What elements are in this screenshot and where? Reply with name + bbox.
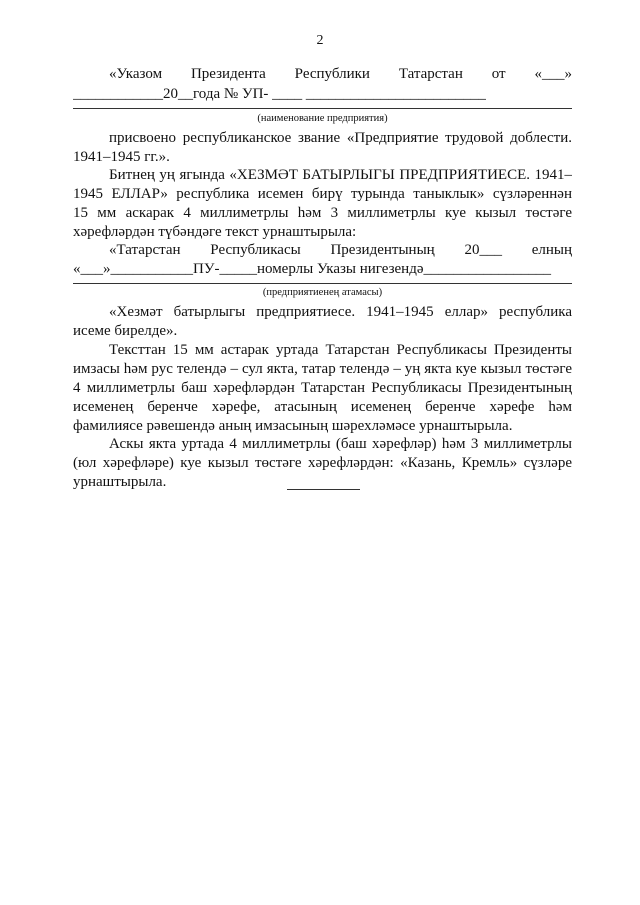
para4-line-2: имзасы һәм рус телендә – сул якта, татар телендә – уң якта куе кызыл төстәге	[73, 361, 572, 377]
title-line-2: 1941–1945 гг.».	[73, 149, 170, 165]
para4-line-3: 4 миллиметрлы баш хәрефләрдән Татарстан Республикасы Президентының	[73, 380, 572, 396]
caption-enterprise-tt: (предприятиенең атамасы)	[262, 287, 383, 298]
para3-line-2: исеме бирелде».	[73, 323, 178, 339]
tat-decree-line-1: «Татарстан Республикасы Президентының 20___ елның	[109, 242, 572, 258]
title-line-1: присвоено республиканское звание «Предприятие трудовой доблести.	[109, 130, 572, 146]
decree-line-2: ____________20__года № УП- ____ ________________________	[73, 86, 486, 102]
para3-line-1: «Хезмәт батырлыгы предприятиесе. 1941–1945 еллар» республика	[109, 304, 572, 320]
decree-line-1: «Указом Президента Республики Татарстан от «___»	[109, 66, 572, 82]
caption-enterprise-ru: (наименование предприятия)	[257, 113, 388, 124]
divider-line	[73, 108, 572, 109]
para2-line-4: хәрефләрдән түбәндәге текст урнаштырыла:	[73, 224, 357, 240]
para5-line-1: Аскы якта уртада 4 миллиметрлы (баш хәрефләр) һәм 3 миллиметрлы	[109, 436, 572, 452]
para5-line-3: урнаштырыла.	[73, 474, 167, 490]
para2-line-2: 1945 ЕЛЛАР» республика исемен бирү турында таныклык» сүзләреннән	[73, 186, 572, 202]
para4-line-4: исеменең беренче хәрефе, атасының исеменең беренче хәрефе һәм	[73, 399, 572, 415]
para2-line-3: 15 мм аскарак 4 миллиметрлы һәм 3 миллиметрлы куе кызыл төстәге	[73, 205, 572, 221]
divider-line	[73, 283, 572, 284]
para5-line-2: (юл хәрефләре) куе кызыл төстәге хәрефләрдән: «Казань, Кремль» сүзләре	[73, 455, 572, 471]
para2-line-1: Битнең уң ягында «ХЕЗМӘТ БАТЫРЛЫГЫ ПРЕДПРИЯТИЕСЕ. 1941–	[109, 167, 572, 183]
tat-decree-line-2: «___»___________ПУ-_____номерлы Указы нигезендә_________________	[73, 261, 551, 277]
para4-line-5: фамилиясе рәвешендә аның имзасының шәрехләмәсе урнаштырыла.	[73, 418, 513, 434]
end-rule	[287, 489, 360, 490]
page-number: 2	[316, 33, 324, 48]
para4-line-1: Тексттан 15 мм астарак уртада Татарстан Республикасы Президенты	[109, 342, 572, 358]
